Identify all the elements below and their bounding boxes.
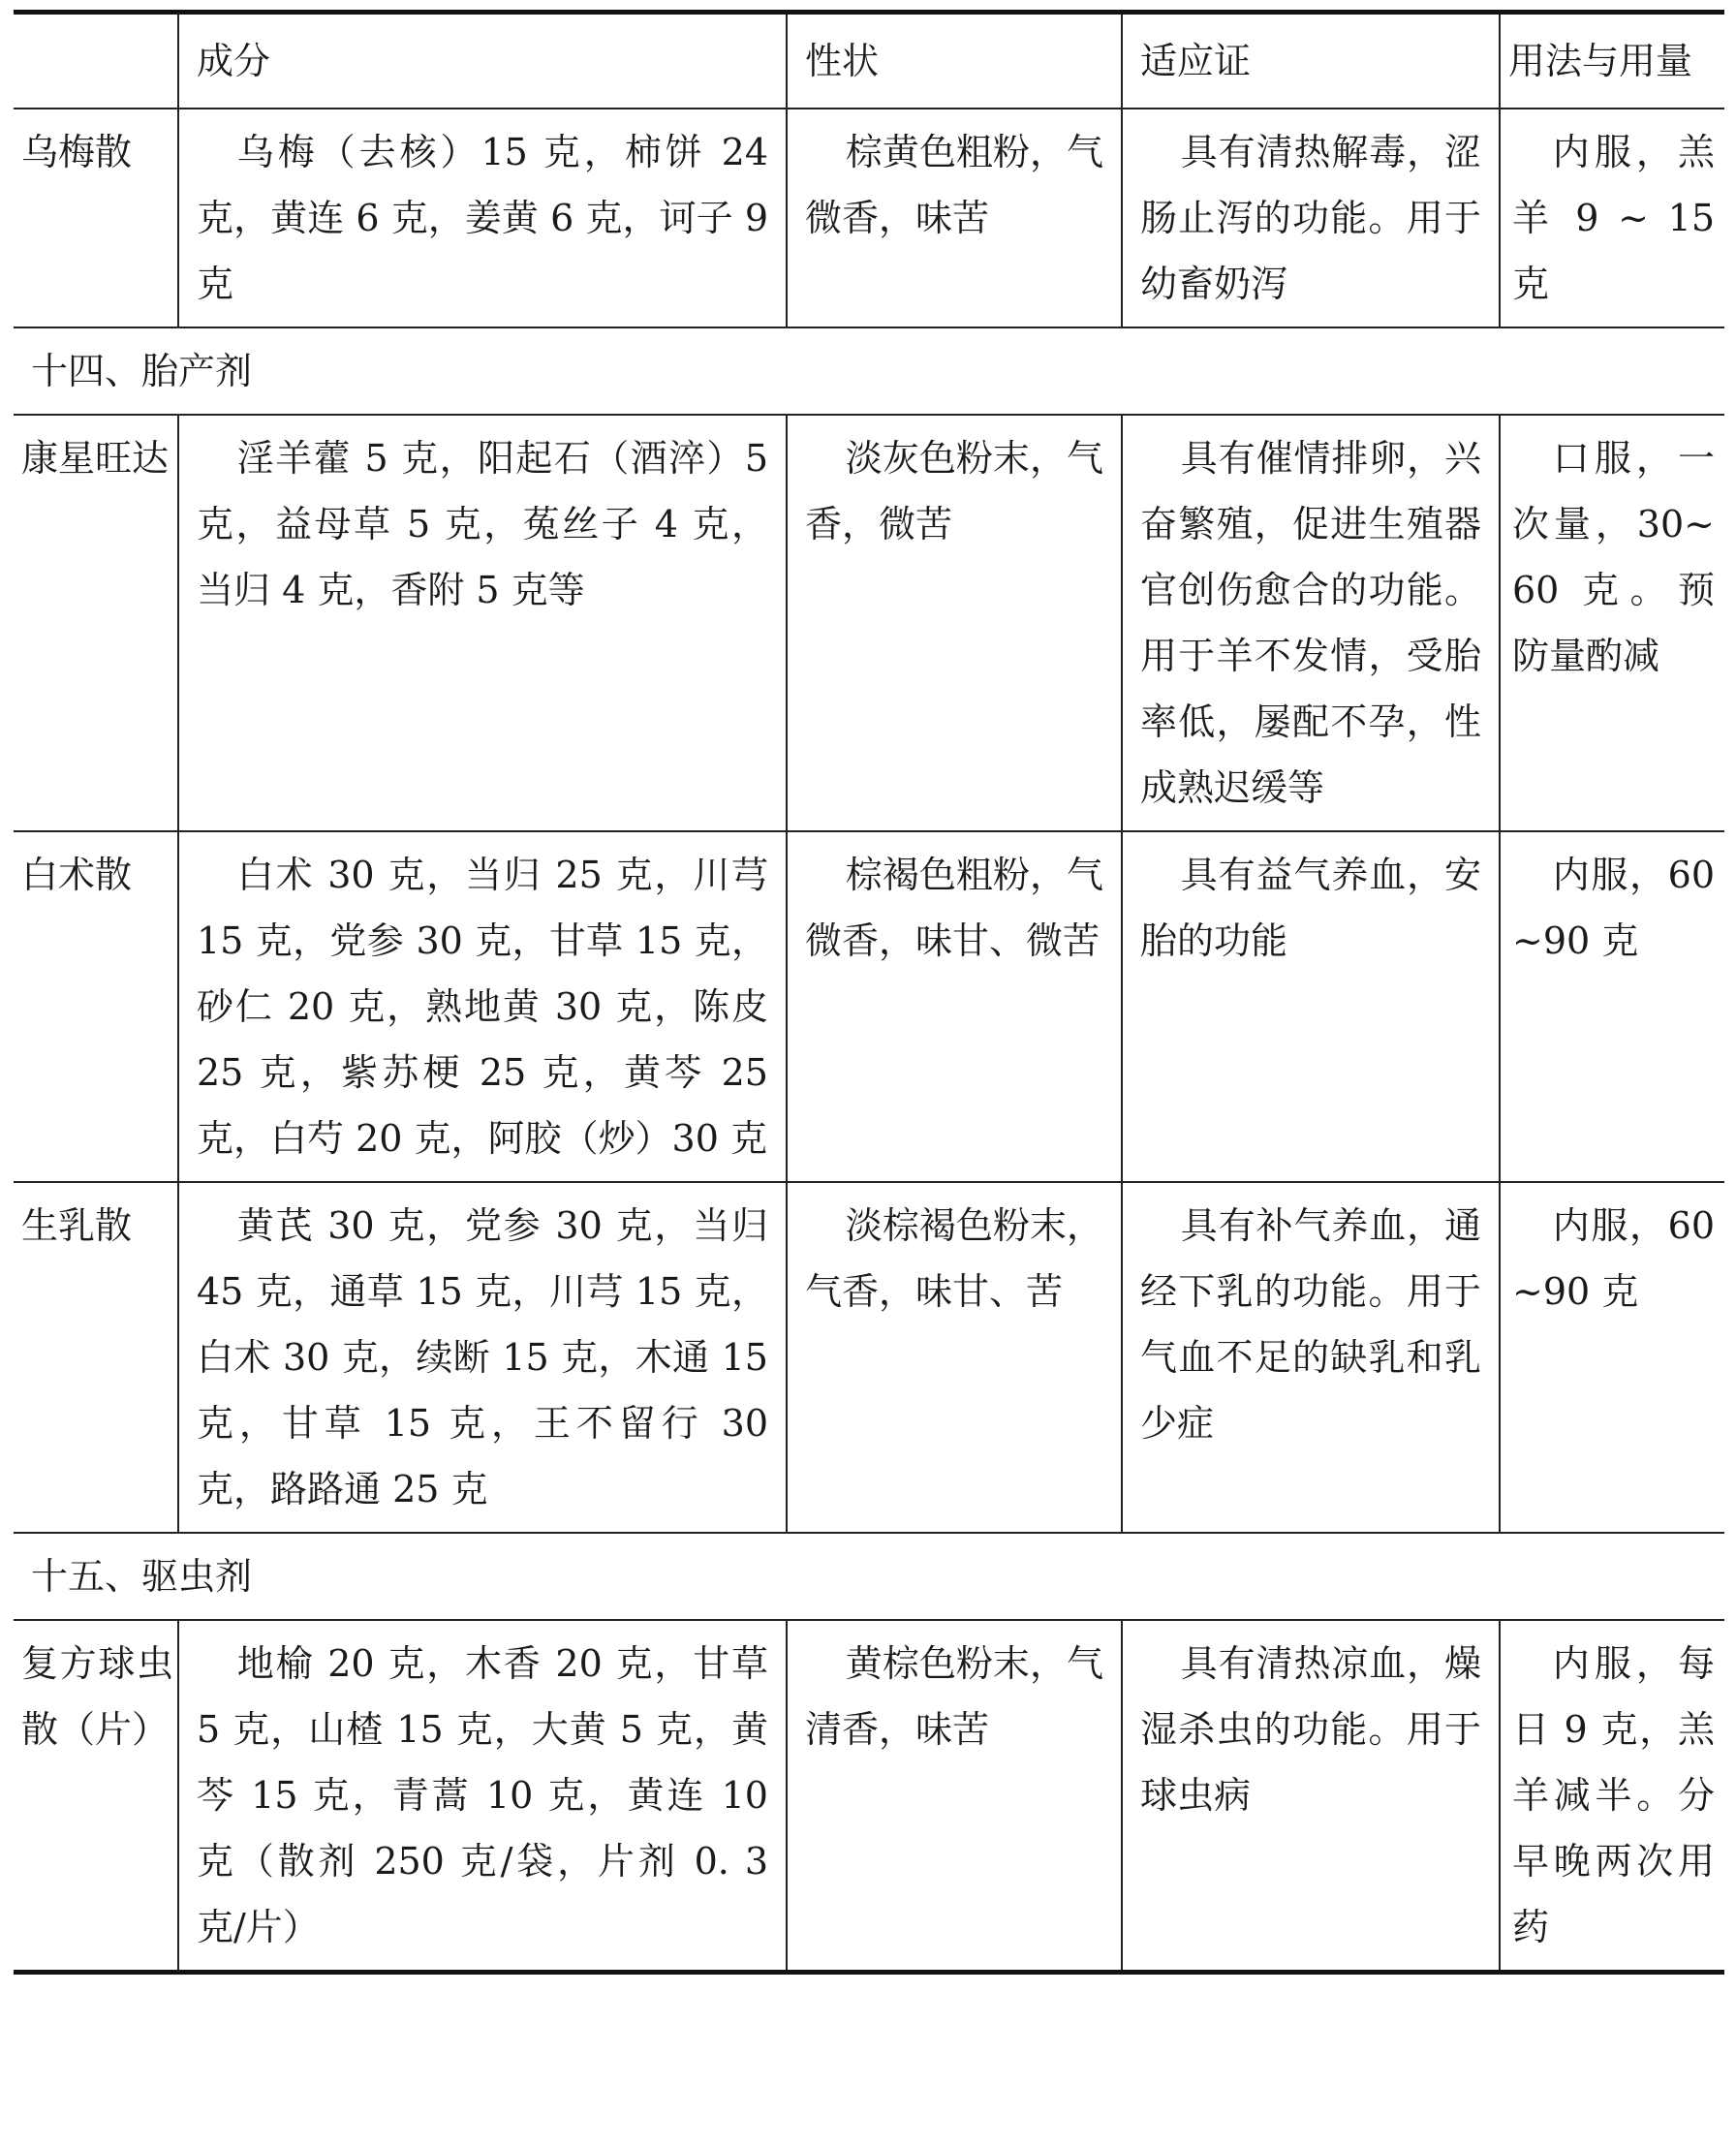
drug-indications: 具有补气养血，通经下乳的功能。用于气血不足的缺乳和乳少症 [1122,1182,1500,1533]
table-row [14,1620,1724,1973]
table-row [14,831,1724,1182]
drug-ingredients: 地榆 20 克，木香 20 克，甘草 5 克，山楂 15 克，大黄 5 克，黄芩 15 克，青蒿 10 克，黄连 10 克（散剂 250 克/袋，片剂 0. 3 克/片） [178,1620,787,1973]
section-row [14,327,1724,415]
header-name [14,13,178,109]
drug-name: 康星旺达 [14,415,178,831]
section-heading: 十四、胎产剂 [14,327,1724,415]
section-heading: 十五、驱虫剂 [14,1533,1724,1620]
drug-name: 乌梅散 [14,109,178,327]
drug-indications: 具有催情排卵，兴奋繁殖，促进生殖器官创伤愈合的功能。用于羊不发情，受胎率低，屡配不孕，性成熟迟缓等 [1122,415,1500,831]
table-row [14,1182,1724,1533]
drug-indications: 具有清热凉血，燥湿杀虫的功能。用于球虫病 [1122,1620,1500,1973]
table-row [14,415,1724,831]
header-indications: 适应证 [1122,13,1500,109]
drug-usage: 口服，一次量，30~60 克。预防量酌减 [1500,415,1724,831]
drug-usage: 内服，羔羊 9 ~ 15 克 [1500,109,1724,327]
drug-name: 白术散 [14,831,178,1182]
header-usage: 用法与用量 [1500,13,1724,109]
header-ingredients: 成分 [178,13,787,109]
drug-properties: 淡棕褐色粉末，气香，味甘、苦 [787,1182,1122,1533]
drug-properties: 棕黄色粗粉，气微香，味苦 [787,109,1122,327]
drug-properties: 棕褐色粗粉，气微香，味甘、微苦 [787,831,1122,1182]
drug-ingredients: 黄芪 30 克，党参 30 克，当归 45 克，通草 15 克，川芎 15 克，白术 30 克，续断 15 克，木通 15 克，甘草 15 克，王不留行 30 克，路路通 25 克 [178,1182,787,1533]
drug-indications: 具有益气养血，安胎的功能 [1122,831,1500,1182]
section-row [14,1533,1724,1620]
header-row [14,13,1724,109]
table-row [14,109,1724,327]
header-properties: 性状 [787,13,1122,109]
drug-usage: 内服，每日 9 克，羔羊减半。分早晚两次用药 [1500,1620,1724,1973]
drug-usage: 内服，60~90 克 [1500,1182,1724,1533]
drug-properties: 淡灰色粉末，气香，微苦 [787,415,1122,831]
drug-ingredients: 乌梅（去核）15 克，柿饼 24 克，黄连 6 克，姜黄 6 克，诃子 9 克 [178,109,787,327]
drug-indications: 具有清热解毒，涩肠止泻的功能。用于幼畜奶泻 [1122,109,1500,327]
drug-usage: 内服，60~90 克 [1500,831,1724,1182]
drug-properties: 黄棕色粉末，气清香，味苦 [787,1620,1122,1973]
drug-name: 复方球虫散（片） [14,1620,178,1973]
drug-table [14,10,1724,1975]
drug-ingredients: 淫羊藿 5 克，阳起石（酒淬）5 克，益母草 5 克，菟丝子 4 克，当归 4 克，香附 5 克等 [178,415,787,831]
drug-ingredients: 白术 30 克，当归 25 克，川芎 15 克，党参 30 克，甘草 15 克，砂仁 20 克，熟地黄 30 克，陈皮 25 克，紫苏梗 25 克，黄芩 25 克，白芍 20 克，阿胶（炒）30 克 [178,831,787,1182]
drug-name: 生乳散 [14,1182,178,1533]
